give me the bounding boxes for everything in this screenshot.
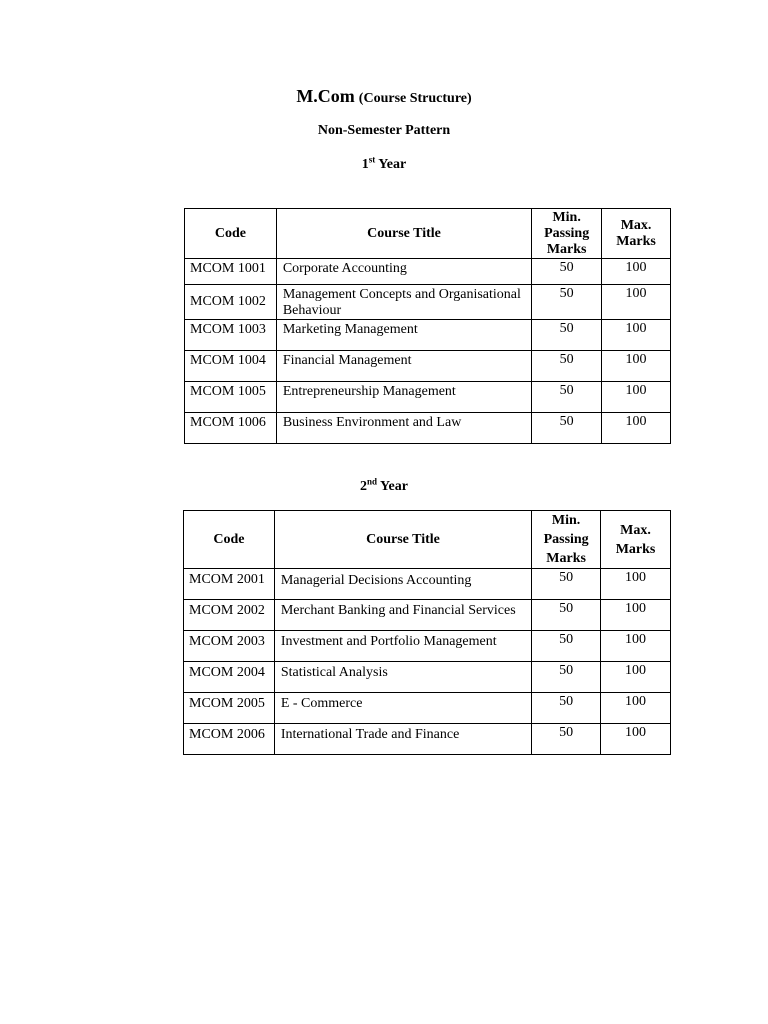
header-min-l2: Passing xyxy=(543,532,589,547)
table-row xyxy=(184,662,671,693)
header-course-title: Course Title xyxy=(276,209,531,259)
year-1-suffix: st xyxy=(368,154,376,165)
min-passing-marks: 50 xyxy=(532,569,601,600)
max-marks: 100 xyxy=(602,413,671,444)
course-code: MCOM 2003 xyxy=(184,631,275,662)
course-title: Managerial Decisions Accounting xyxy=(274,569,531,600)
year-1-number: 1 xyxy=(361,157,369,172)
min-passing-marks: 50 xyxy=(532,631,601,662)
table-row xyxy=(185,285,671,320)
header-min-l1: Min. xyxy=(552,209,581,225)
table-row xyxy=(184,724,671,755)
max-marks: 100 xyxy=(601,693,671,724)
course-title: E - Commerce xyxy=(274,693,531,724)
header-min-passing-marks xyxy=(532,209,602,259)
course-title: Merchant Banking and Financial Services xyxy=(274,600,531,631)
course-code: MCOM 1001 xyxy=(185,259,277,285)
min-passing-marks: 50 xyxy=(532,413,602,444)
course-code: MCOM 2004 xyxy=(184,662,275,693)
year-2-course-table xyxy=(183,510,671,755)
course-title: Statistical Analysis xyxy=(274,662,531,693)
table-row xyxy=(184,693,671,724)
min-passing-marks: 50 xyxy=(532,382,602,413)
table-header-row xyxy=(185,209,671,259)
header-course-title: Course Title xyxy=(274,511,531,569)
course-title: Entrepreneurship Management xyxy=(276,382,531,413)
year-2-label: Year xyxy=(380,479,408,494)
table-row xyxy=(184,631,671,662)
course-title: Management Concepts and Organisational Behaviour xyxy=(276,285,531,320)
max-marks: 100 xyxy=(601,569,671,600)
header-max-l2: Marks xyxy=(616,233,656,249)
year-1-course-table xyxy=(184,208,671,444)
min-passing-marks: 50 xyxy=(532,285,602,320)
year-2-number: 2 xyxy=(360,479,367,494)
header-code: Code xyxy=(185,209,277,259)
header-max-l1: Max. xyxy=(620,217,652,233)
header-min-l1: Min. xyxy=(551,513,581,528)
table-row xyxy=(185,351,671,382)
table-row xyxy=(185,413,671,444)
max-marks: 100 xyxy=(602,320,671,351)
table-header-row xyxy=(184,511,671,569)
max-marks: 100 xyxy=(602,259,671,285)
min-passing-marks: 50 xyxy=(532,724,601,755)
year-2-suffix: nd xyxy=(367,476,378,487)
header-min-l3: Marks xyxy=(546,551,586,566)
header-max-l2: Marks xyxy=(615,541,656,557)
course-title: Business Environment and Law xyxy=(276,413,531,444)
table-row xyxy=(185,259,671,285)
table-row xyxy=(184,600,671,631)
table-row xyxy=(185,382,671,413)
min-passing-marks: 50 xyxy=(532,600,601,631)
pattern-subtitle: Non-Semester Pattern xyxy=(317,123,451,138)
min-passing-marks: 50 xyxy=(532,320,602,351)
course-title: Financial Management xyxy=(276,351,531,382)
header-min-l3: Marks xyxy=(546,241,587,257)
header-max-marks xyxy=(601,511,671,569)
table-row xyxy=(185,320,671,351)
max-marks: 100 xyxy=(602,382,671,413)
year-2-heading xyxy=(0,476,768,495)
year-1-label: Year xyxy=(378,157,407,172)
max-marks: 100 xyxy=(601,724,671,755)
max-marks: 100 xyxy=(602,285,671,320)
course-code: MCOM 1005 xyxy=(185,382,277,413)
max-marks: 100 xyxy=(602,351,671,382)
course-code: MCOM 1003 xyxy=(185,320,277,351)
header-max-marks xyxy=(602,209,671,259)
table-row xyxy=(184,569,671,600)
header-min-l2: Passing xyxy=(544,225,590,241)
course-title: Investment and Portfolio Management xyxy=(274,631,531,662)
course-code: MCOM 2002 xyxy=(184,600,275,631)
course-code: MCOM 2006 xyxy=(184,724,275,755)
course-code: MCOM 1004 xyxy=(185,351,277,382)
document-title xyxy=(0,86,768,107)
course-code: MCOM 1002 xyxy=(185,285,277,320)
min-passing-marks: 50 xyxy=(532,693,601,724)
max-marks: 100 xyxy=(601,662,671,693)
min-passing-marks: 50 xyxy=(532,259,602,285)
header-min-passing-marks xyxy=(532,511,601,569)
title-main: M.Com xyxy=(296,86,355,106)
header-max-l1: Max. xyxy=(620,522,651,538)
course-title: Corporate Accounting xyxy=(276,259,531,285)
year-1-heading xyxy=(0,154,768,173)
min-passing-marks: 50 xyxy=(532,662,601,693)
max-marks: 100 xyxy=(601,631,671,662)
course-code: MCOM 1006 xyxy=(185,413,277,444)
course-title: International Trade and Finance xyxy=(274,724,531,755)
course-code: MCOM 2005 xyxy=(184,693,275,724)
min-passing-marks: 50 xyxy=(532,351,602,382)
title-sub: (Course Structure) xyxy=(358,91,472,106)
header-code: Code xyxy=(184,511,275,569)
course-title: Marketing Management xyxy=(276,320,531,351)
course-code: MCOM 2001 xyxy=(184,569,275,600)
max-marks: 100 xyxy=(601,600,671,631)
